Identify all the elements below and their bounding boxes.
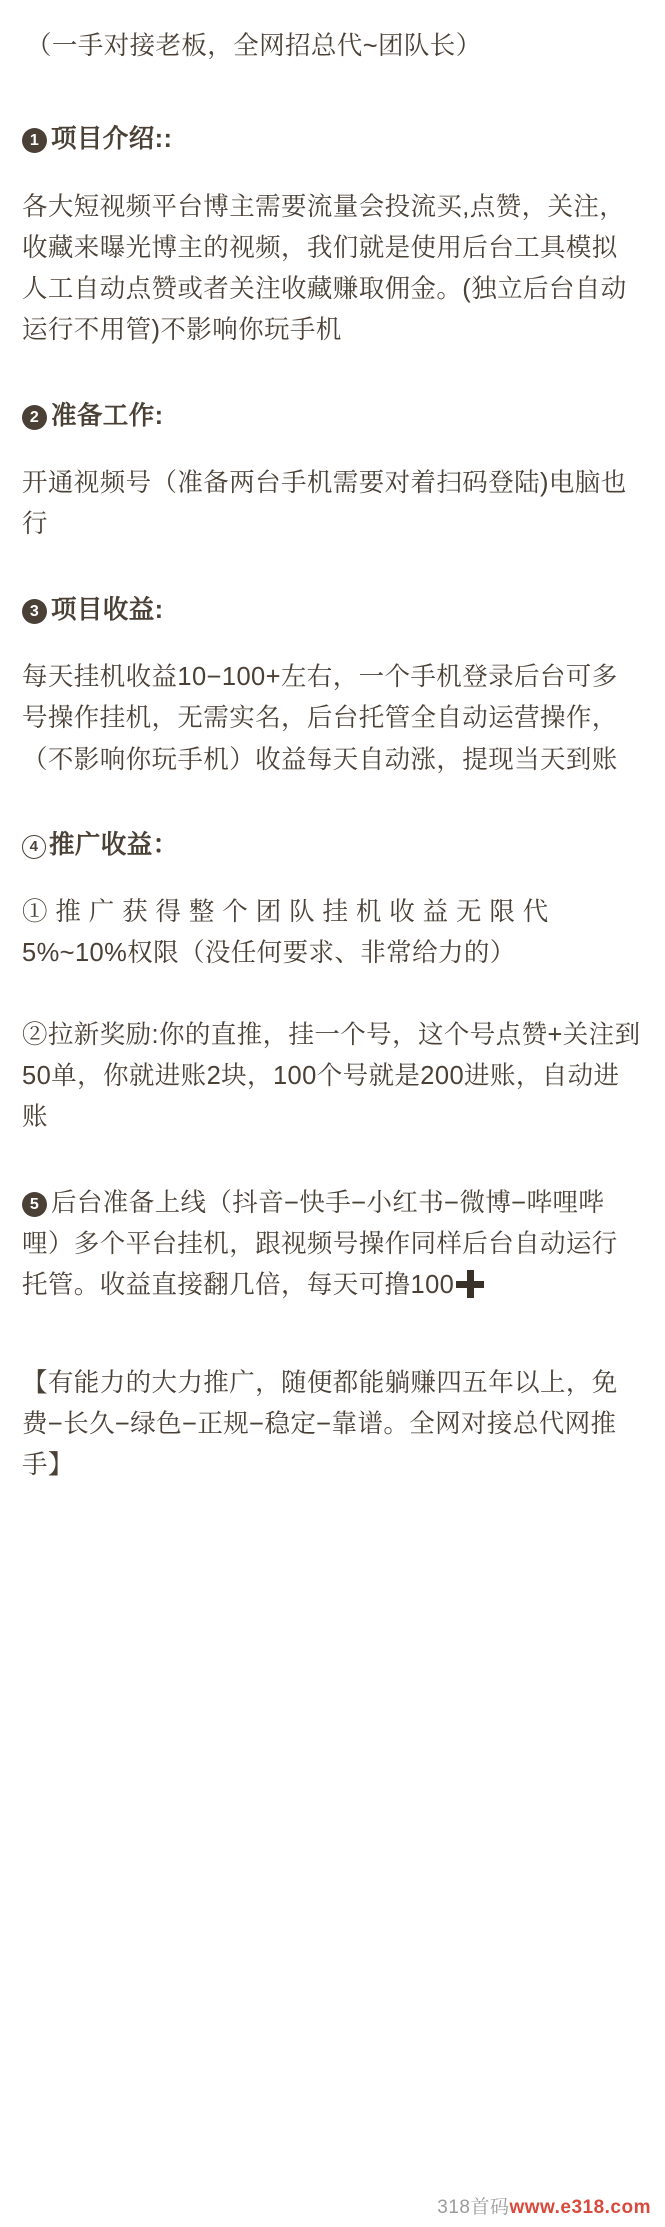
section-2-title: 准备工作: <box>51 401 164 430</box>
section-5-title: 后台准备上线（抖音−快手−小红书−微博−哔哩哔哩）多个平台挂机，跟视频号操作同样后台自动运行托管。收益直接翻几倍，每天可撸100 <box>22 1188 618 1300</box>
list-marker-1: 1 <box>22 128 47 153</box>
watermark <box>437 2192 651 2219</box>
section-1-body-text: 各大短视频平台博主需要流量会投流买,点赞，关注，收藏来曝光博主的视频，我们就是使用后台工具模拟人工自动点赞或者关注收藏赚取佣金。(独立后台自动运行不用管)不影响你玩手机 <box>22 192 627 345</box>
lead-text: （一手对接老板，全网招总代~团队长） <box>26 32 482 60</box>
watermark-prefix: 318首码 <box>437 2197 510 2218</box>
section-2-body <box>22 463 643 546</box>
section-3-heading <box>22 590 643 631</box>
lead-paragraph <box>22 26 643 67</box>
footer-text: 【有能力的大力推广，随便都能躺赚四五年以上，免费−长久−绿色−正规−稳定−靠谱。全网对接总代网推手】 <box>22 1368 618 1480</box>
section-1-title: 项目介绍:: <box>51 125 173 154</box>
section-5-heading <box>22 1183 643 1307</box>
list-marker-2: 2 <box>22 405 47 430</box>
section-2-heading <box>22 396 643 437</box>
section-2-body-text: 开通视频号（准备两台手机需要对着扫码登陆)电脑也行 <box>22 469 627 539</box>
section-1-body <box>22 187 643 352</box>
section-4-heading <box>22 825 643 866</box>
list-marker-3: 3 <box>22 599 47 624</box>
section-4-body-1 <box>22 892 643 975</box>
footer-paragraph <box>22 1363 643 1487</box>
watermark-site: www.e318.com <box>509 2197 651 2218</box>
list-marker-5: 5 <box>22 1192 47 1217</box>
section-4-title: 推广收益： <box>49 830 179 859</box>
plus-icon <box>456 1270 484 1298</box>
section-4-body-text-1: ① 推 广 获 得 整 个 团 队 挂 机 收 益 无 限 代5%~10%权限（没任何要求、非常给力的） <box>22 898 549 968</box>
list-marker-4: 4 <box>22 835 46 859</box>
section-1-heading <box>22 119 643 160</box>
section-3-title: 项目收益: <box>51 595 164 624</box>
section-3-body-text: 每天挂机收益10−100+左右，一个手机登录后台可多号操作挂机，无需实名，后台托管全自动运营操作，（不影响你玩手机）收益每天自动涨，提现当天到账 <box>22 662 618 774</box>
section-4-body-2 <box>22 1015 643 1139</box>
section-3-body <box>22 657 643 781</box>
section-4-body-text-2: ②拉新奖励:你的直推，挂一个号，这个号点赞+关注到50单，你就进账2块，100个号就是200进账，自动进账 <box>22 1020 641 1132</box>
